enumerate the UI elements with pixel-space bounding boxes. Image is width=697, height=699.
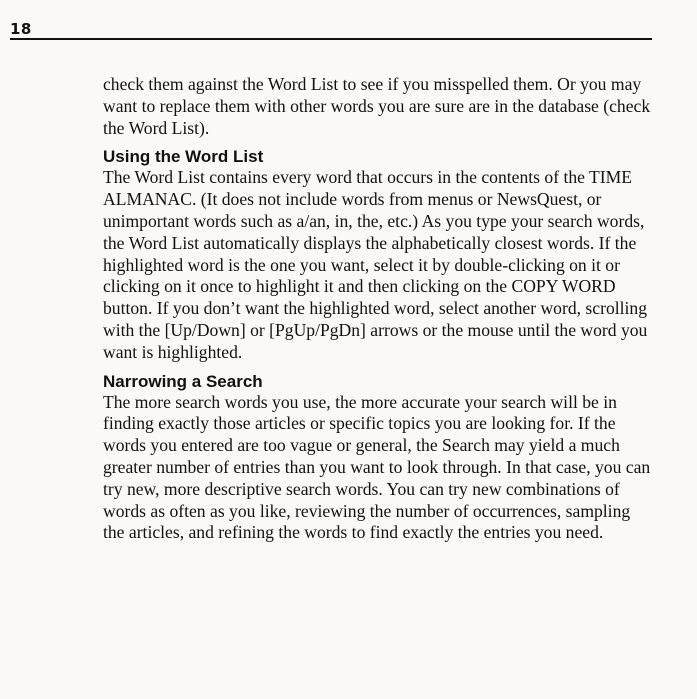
section-body-word-list: The Word List contains every word that occurs in the contents of the TIME ALMANAC. (It does not include words from menus or NewsQuest, or unimportant words such as a/an, in, the, etc.) As you type your search words, the Word List automatically displays the alphabetically closest words. If the highlighted word is the one you want, select it by double-clicking on it or clicking on it once to highlight it and then clicking on the COPY WORD button. If you don’t want the highlighted word, select another word, scrolling with the [Up/Down] or [PgUp/PgDn] arrows or the mouse until the word you want is highlighted. — [103, 167, 648, 362]
section-heading-narrowing-search: Narrowing a Search — [103, 371, 263, 391]
page-number: 18 — [10, 20, 32, 38]
header-rule — [10, 38, 652, 40]
page-body — [103, 74, 651, 544]
section-heading-word-list: Using the Word List — [103, 147, 264, 167]
section-body-narrowing-search: The more search words you use, the more accurate your search will be in finding exactly those articles or specific topics you are looking for. If the words you entered are too vague or general, the Search may yield a much greater number of entries than you want to look through. In that case, you can try new, more descriptive search words. You can try new combinations of words as often as you like, reviewing the number of occurrences, sampling the articles, and refining the words to find exactly the entries you need. — [103, 391, 651, 543]
intro-paragraph: check them against the Word List to see if you misspelled them. Or you may want to replace them with other words you are sure are in the database (check the Word List). — [103, 74, 651, 138]
